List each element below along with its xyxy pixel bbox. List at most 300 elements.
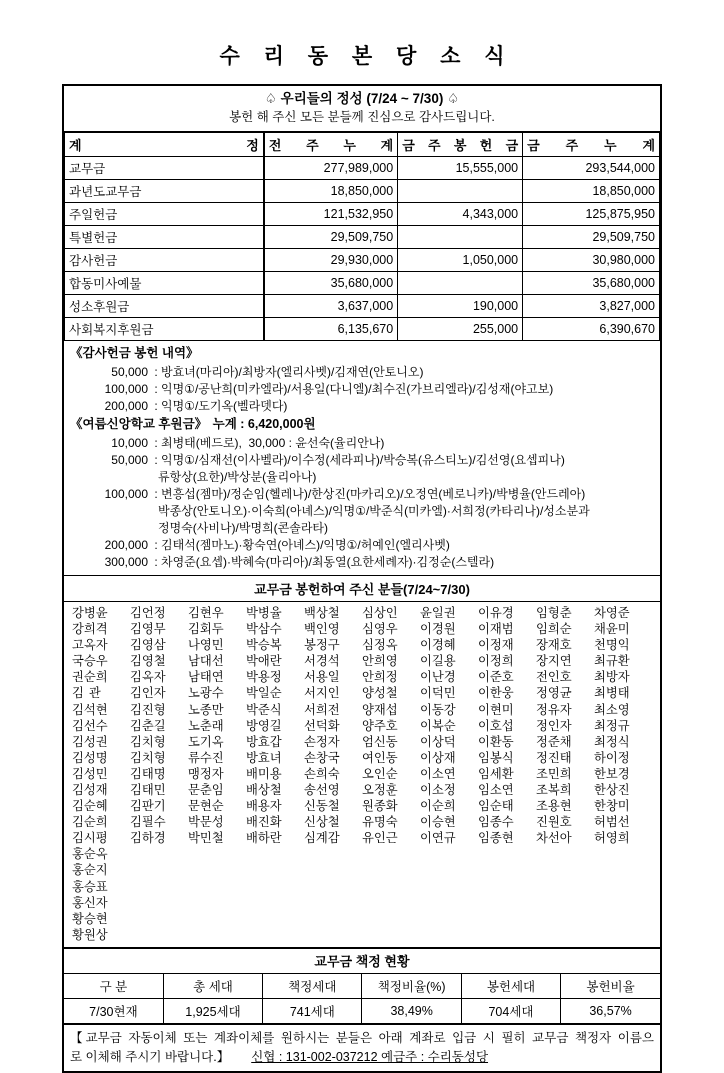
donor-name: 하이정 <box>594 750 630 765</box>
donor-name: 이재범 <box>478 622 514 637</box>
offering-donor-names <box>161 554 654 571</box>
donor-name: 김치형 <box>130 734 166 749</box>
donor-name: 강희격 <box>72 622 108 637</box>
donor-name: 남태연 <box>188 670 224 685</box>
finance-header-char: 봉 <box>453 138 467 154</box>
offering-donor-text: 익명①/심재선(이사벨라)/이수정(세라피나)/박승복(유스티노)/김선영(요셉피나) <box>161 452 565 467</box>
finance-cell-account: 성소후원금 <box>65 295 264 318</box>
donor-name: 이순희 <box>420 799 456 814</box>
donor-name: 문춘임 <box>188 782 224 797</box>
finance-header-char: 금 <box>505 138 519 154</box>
budget-status-cell: 36,57% <box>561 998 660 1023</box>
donor-name: 백인영 <box>304 622 340 637</box>
donor-name: 국승우 <box>72 654 108 669</box>
offering-colon: : <box>154 398 158 413</box>
donor-name: 임세환 <box>478 766 514 781</box>
finance-cell-this-week: 15,555,000 <box>398 157 523 180</box>
bank-notice <box>64 1024 660 1072</box>
offering-amount: 50,000 <box>111 452 148 467</box>
donor-name: 이경원 <box>420 622 456 637</box>
finance-header-char: 주 <box>428 138 441 154</box>
finance-table-row <box>65 226 660 249</box>
donor-name: 박용정 <box>246 670 282 685</box>
thanks-offering-list <box>70 364 654 415</box>
donor-name: 나영민 <box>188 638 224 653</box>
donor-name: 박일순 <box>246 686 282 701</box>
donor-name: 김시평 <box>72 831 108 846</box>
donor-name: 이길용 <box>420 654 456 669</box>
finance-table-row <box>65 203 660 226</box>
donor-name: 조민희 <box>536 766 572 781</box>
finance-cell-prev-total: 29,509,750 <box>264 226 398 249</box>
donor-name: 김순희 <box>72 815 108 830</box>
donor-name: 안희영 <box>362 654 398 669</box>
finance-header-cum-total <box>523 133 660 157</box>
summer-school-entry-continuation: 류항상(요한)/박상분(율리아나) <box>158 469 317 484</box>
donor-name: 김회두 <box>188 622 224 637</box>
finance-cell-this-week <box>398 226 523 249</box>
donor-name: 서용일 <box>304 670 340 685</box>
finance-table-row <box>65 180 660 203</box>
offering-amount: 100,000 <box>104 381 148 396</box>
thanks-offering-entry <box>70 364 654 381</box>
summer-school-entry <box>70 435 654 452</box>
donor-name: 김영무 <box>130 622 166 637</box>
budget-status-cell: 741세대 <box>263 998 362 1023</box>
donor-name: 장재호 <box>536 638 572 653</box>
bank-notice-line2: 로 이체해 주시기 바랍니다.】 <box>70 1049 230 1064</box>
offering-amount: 10,000 <box>111 435 148 450</box>
donor-name: 배하란 <box>246 831 282 846</box>
summer-school-heading <box>70 415 654 435</box>
summer-school-entry-continuation: 박종상(안토니오)·이숙희(아녜스)/익명①/박준식(미카엘)·서희정(카타리나)/성소분과 <box>158 503 590 518</box>
donor-name: 선덕화 <box>304 718 340 733</box>
donor-name: 이상재 <box>420 750 456 765</box>
bulletin-frame <box>62 84 662 1073</box>
budget-status-heading: 교무금 책정 현황 <box>314 953 410 969</box>
donor-name: 서희전 <box>304 702 340 717</box>
donor-name: 최방자 <box>594 670 630 685</box>
donor-name: 김성재 <box>72 782 108 797</box>
donor-name: 김언정 <box>130 605 166 620</box>
thanks-offering-heading: 《감사헌금 봉헌 내역》 <box>70 346 199 361</box>
donor-name: 손정자 <box>304 734 340 749</box>
donor-name: 김성권 <box>72 734 108 749</box>
donor-name: 신동철 <box>304 799 340 814</box>
budget-status-header-cell: 책정세대 <box>263 973 362 998</box>
donor-name: 배상철 <box>246 782 282 797</box>
donors-section <box>64 602 660 949</box>
donor-name: 노종만 <box>188 702 224 717</box>
offering-donor-text: 변흥섭(젬마)/정순임(헬레나)/한상진(마카리오)/오정연(베로니카)/박병율(안드레아) <box>161 486 586 501</box>
donor-name: 임순태 <box>478 799 514 814</box>
donor-name: 임봉식 <box>478 750 514 765</box>
offering-extra-amount: 30,000 : 윤선숙(율리안나) <box>241 435 385 450</box>
finance-cell-cum-total: 30,980,000 <box>523 249 660 272</box>
donor-name: 김춘길 <box>130 718 166 733</box>
donor-name: 김판기 <box>130 799 166 814</box>
donor-name: 심상인 <box>362 605 398 620</box>
offering-donor-names <box>161 398 654 415</box>
offering-donor-names <box>161 435 654 452</box>
donor-name: 차선아 <box>536 831 572 846</box>
donors-column <box>536 605 594 846</box>
summer-school-title: 《여름신앙학교 후원금》 <box>70 416 208 431</box>
donor-name: 허범선 <box>594 815 630 830</box>
donor-name: 양성철 <box>362 686 398 701</box>
donor-name: 안희정 <box>362 670 398 685</box>
donor-name: 신상철 <box>304 815 340 830</box>
donor-name: 정인자 <box>536 718 572 733</box>
budget-status-header-cell: 책정비율(%) <box>362 973 461 998</box>
offering-donor-text: 최병태(베드로), <box>161 435 242 450</box>
budget-status-row <box>64 998 660 1023</box>
donor-name: 임희순 <box>536 622 572 637</box>
donor-name: 김관 <box>72 686 106 701</box>
donor-name: 봉정구 <box>304 638 340 653</box>
summer-school-total: 누계 : 6,420,000원 <box>212 416 316 431</box>
donor-name: 박민철 <box>188 831 224 846</box>
finance-cell-prev-total: 35,680,000 <box>264 272 398 295</box>
finance-cell-prev-total: 121,532,950 <box>264 203 398 226</box>
donor-name: 서경석 <box>304 654 340 669</box>
finance-header-char: 누 <box>343 138 356 154</box>
donor-name: 홍신자 <box>72 895 108 910</box>
bank-account-info: 신협 : 131-002-037212 예금주 : 수리동성당 <box>251 1049 489 1064</box>
donor-name: 고옥자 <box>72 638 108 653</box>
donor-name: 배용자 <box>246 799 282 814</box>
donor-name: 심정옥 <box>362 638 398 653</box>
finance-header-char: 주 <box>565 138 579 154</box>
finance-cell-account: 주일헌금 <box>65 203 264 226</box>
offering-colon: : <box>154 452 158 467</box>
donor-name: 이정희 <box>478 654 514 669</box>
donor-name: 배미용 <box>246 766 282 781</box>
offering-donor-names <box>161 452 654 469</box>
summer-school-entry <box>70 486 654 503</box>
finance-cell-account: 사회복지후원금 <box>65 318 264 341</box>
donor-name: 이준호 <box>478 670 514 685</box>
finance-cell-this-week: 255,000 <box>398 318 523 341</box>
donor-name: 김옥자 <box>130 670 166 685</box>
donor-name: 양재섭 <box>362 702 398 717</box>
thanks-offering-entry <box>70 381 654 398</box>
donor-name: 김태민 <box>130 782 166 797</box>
finance-cell-account: 교무금 <box>65 157 264 180</box>
donor-name: 이덕민 <box>420 686 456 701</box>
finance-header-char: 계 <box>69 138 82 154</box>
donor-name: 임종현 <box>478 831 514 846</box>
finance-cell-this-week <box>398 180 523 203</box>
donor-name: 이소정 <box>420 782 456 797</box>
finance-cell-prev-total: 3,637,000 <box>264 295 398 318</box>
summer-school-entry <box>70 537 654 554</box>
offering-amount: 300,000 <box>104 554 148 569</box>
offering-donor-names <box>161 381 654 398</box>
donor-name: 허영희 <box>594 831 630 846</box>
donor-name: 박준식 <box>246 702 282 717</box>
donor-name: 이경혜 <box>420 638 456 653</box>
donor-name: 원종화 <box>362 799 398 814</box>
donor-name: 김석현 <box>72 702 108 717</box>
donor-name: 박병율 <box>246 605 282 620</box>
finance-cell-cum-total: 35,680,000 <box>523 272 660 295</box>
offering-donor-text: 김태석(젬마노)·황숙연(아녜스)/익명①/허예인(엘리사벳) <box>161 537 450 552</box>
donor-name: 최병태 <box>594 686 630 701</box>
donor-name: 김순혜 <box>72 799 108 814</box>
donor-name: 여인동 <box>362 750 398 765</box>
thanks-offering-entry <box>70 398 654 415</box>
donor-name: 박애란 <box>246 654 282 669</box>
donor-name: 오정훈 <box>362 782 398 797</box>
finance-header-char: 주 <box>306 138 319 154</box>
finance-header-char: 누 <box>604 138 617 154</box>
finance-cell-cum-total: 293,544,000 <box>523 157 660 180</box>
donor-name: 최정식 <box>594 734 630 749</box>
donor-name: 박승복 <box>246 638 282 653</box>
offering-band-heading: ♤ 우리들의 정성 (7/24 ~ 7/30) ♤ <box>264 91 460 106</box>
donor-name: 배진화 <box>246 815 282 830</box>
donor-name: 최소영 <box>594 702 630 717</box>
donor-name: 최규환 <box>594 654 630 669</box>
finance-header-char: 정 <box>246 138 259 154</box>
donor-name: 진원호 <box>536 815 572 830</box>
donor-name: 맹정자 <box>188 766 224 781</box>
donor-name: 채윤미 <box>594 622 630 637</box>
donor-name: 홍순옥 <box>72 847 108 862</box>
summer-school-list <box>70 435 654 571</box>
donor-name: 도기옥 <box>188 734 224 749</box>
donor-name: 이소연 <box>420 766 456 781</box>
donor-name: 김성명 <box>72 750 108 765</box>
donor-name: 이정재 <box>478 638 514 653</box>
donors-column <box>72 846 130 943</box>
budget-status-cell: 1,925세대 <box>163 998 262 1023</box>
donor-name: 이현미 <box>478 702 514 717</box>
finance-cell-prev-total: 18,850,000 <box>264 180 398 203</box>
offering-colon: : <box>154 537 158 552</box>
finance-cell-prev-total: 29,930,000 <box>264 249 398 272</box>
budget-status-cell: 704세대 <box>461 998 560 1023</box>
donors-column <box>188 605 246 846</box>
donor-name: 김하경 <box>130 831 166 846</box>
finance-table <box>64 132 660 341</box>
donor-name: 김영삼 <box>130 638 166 653</box>
summer-school-entry-continuation: 정명숙(사비나)/박명희(콘솔라타) <box>158 520 329 535</box>
donor-name: 김현우 <box>188 605 224 620</box>
offering-amount: 200,000 <box>104 537 148 552</box>
finance-cell-cum-total: 3,827,000 <box>523 295 660 318</box>
donor-name: 정준채 <box>536 734 572 749</box>
donor-name: 이난경 <box>420 670 456 685</box>
finance-cell-cum-total: 18,850,000 <box>523 180 660 203</box>
donor-name: 한보경 <box>594 766 630 781</box>
donors-column <box>130 605 188 846</box>
donor-name: 정영균 <box>536 686 572 701</box>
offering-donor-text: 방효녀(마리아)/최방자(엘리사벳)/김재연(안토니오) <box>161 364 424 379</box>
donor-name: 홍승표 <box>72 879 108 894</box>
donors-heading: 교무금 봉헌하여 주신 분들(7/24~7/30) <box>64 576 660 602</box>
finance-header-char: 계 <box>642 138 655 154</box>
donor-name: 노춘래 <box>188 718 224 733</box>
donor-name: 천명익 <box>594 638 630 653</box>
donor-name: 박문성 <box>188 815 224 830</box>
finance-cell-account: 감사헌금 <box>65 249 264 272</box>
donor-name: 이승현 <box>420 815 456 830</box>
finance-table-row <box>65 272 660 295</box>
finance-cell-prev-total: 277,989,000 <box>264 157 398 180</box>
donor-name: 엄신동 <box>362 734 398 749</box>
donor-name: 오인순 <box>362 766 398 781</box>
donor-name: 백상철 <box>304 605 340 620</box>
offering-colon: : <box>154 364 158 379</box>
finance-table-row <box>65 157 660 180</box>
donors-grid <box>72 605 652 943</box>
bank-notice-line1: 【교무금 자동이체 또는 계좌이체를 원하시는 분들은 아래 계좌로 입금 시 필히 교무금 책정자 이름으 <box>70 1030 654 1045</box>
offering-donor-names <box>161 364 654 381</box>
finance-header-this-week <box>398 133 523 157</box>
donor-name: 강병윤 <box>72 605 108 620</box>
page-title: 수 리 동 본 당 소 식 <box>219 45 514 68</box>
donors-column <box>304 605 362 846</box>
donor-name: 이호섭 <box>478 718 514 733</box>
donors-column <box>362 605 420 846</box>
donor-name: 조복희 <box>536 782 572 797</box>
donor-name: 방영길 <box>246 718 282 733</box>
donor-name: 홍순지 <box>72 863 108 878</box>
donor-name: 이복순 <box>420 718 456 733</box>
donor-name: 한상진 <box>594 782 630 797</box>
offering-band <box>64 86 660 132</box>
donor-name: 황승현 <box>72 911 108 926</box>
finance-cell-account: 과년도교무금 <box>65 180 264 203</box>
donor-name: 류수진 <box>188 750 224 765</box>
donor-name: 한창미 <box>594 799 630 814</box>
donor-name: 김선수 <box>72 718 108 733</box>
donor-name: 송선영 <box>304 782 340 797</box>
finance-cell-this-week: 190,000 <box>398 295 523 318</box>
donor-name: 손희숙 <box>304 766 340 781</box>
summer-school-entry <box>70 554 654 571</box>
donor-name: 임소연 <box>478 782 514 797</box>
donor-name: 노광수 <box>188 686 224 701</box>
donor-name: 남대선 <box>188 654 224 669</box>
finance-header-prev-total <box>264 133 398 157</box>
budget-status-cell: 38,49% <box>362 998 461 1023</box>
donor-name: 심영우 <box>362 622 398 637</box>
budget-status-cell: 7/30현재 <box>64 998 163 1023</box>
donor-name: 방효녀 <box>246 750 282 765</box>
budget-status-header-cell: 봉헌비율 <box>561 973 660 998</box>
budget-status-header-cell: 구 분 <box>64 973 163 998</box>
donor-name: 임종수 <box>478 815 514 830</box>
donor-name: 이환동 <box>478 734 514 749</box>
offering-amount: 200,000 <box>104 398 148 413</box>
finance-table-row <box>65 249 660 272</box>
finance-cell-cum-total: 6,390,670 <box>523 318 660 341</box>
finance-header-char: 전 <box>268 138 282 154</box>
offering-colon: : <box>154 381 158 396</box>
offering-colon: : <box>154 486 158 501</box>
donor-name: 이유경 <box>478 605 514 620</box>
donor-name: 심계감 <box>304 831 340 846</box>
donor-name: 이연규 <box>420 831 456 846</box>
donor-name: 황원상 <box>72 927 108 942</box>
donor-name: 이동강 <box>420 702 456 717</box>
donor-name: 김영철 <box>130 654 166 669</box>
offering-donor-names <box>161 537 654 554</box>
finance-table-row <box>65 318 660 341</box>
donor-name: 김진형 <box>130 702 166 717</box>
donor-name: 장지연 <box>536 654 572 669</box>
budget-status-table <box>64 973 660 1024</box>
finance-cell-account: 특별헌금 <box>65 226 264 249</box>
donor-name: 이한웅 <box>478 686 514 701</box>
donor-name: 서지인 <box>304 686 340 701</box>
finance-cell-this-week: 1,050,000 <box>398 249 523 272</box>
donor-name: 권순희 <box>72 670 108 685</box>
donor-name: 김필수 <box>130 815 166 830</box>
finance-cell-this-week <box>398 272 523 295</box>
donor-name: 윤일권 <box>420 605 456 620</box>
finance-header-char: 금 <box>402 138 415 154</box>
donor-name: 정유자 <box>536 702 572 717</box>
donors-column <box>420 605 478 846</box>
donor-name: 김인자 <box>130 686 166 701</box>
donor-name: 김치형 <box>130 750 166 765</box>
donors-column <box>478 605 536 846</box>
donor-name: 문현순 <box>188 799 224 814</box>
donors-column <box>594 605 652 846</box>
donor-name: 손창국 <box>304 750 340 765</box>
donor-name: 조용현 <box>536 799 572 814</box>
donor-name: 유명숙 <box>362 815 398 830</box>
donor-name: 임형춘 <box>536 605 572 620</box>
finance-header-account <box>65 133 264 157</box>
budget-status-header-cell: 봉헌세대 <box>461 973 560 998</box>
donor-name: 전인호 <box>536 670 572 685</box>
donor-name: 차영준 <box>594 605 630 620</box>
offering-amount: 100,000 <box>104 486 148 501</box>
donors-column <box>72 605 130 846</box>
donor-name: 박삼수 <box>246 622 282 637</box>
finance-cell-this-week: 4,343,000 <box>398 203 523 226</box>
offering-band-subheading: 봉헌 해 주신 모든 분들께 진심으로 감사드립니다. <box>229 110 495 125</box>
donor-name: 최정규 <box>594 718 630 733</box>
offering-colon: : <box>154 554 158 569</box>
offering-donor-text: 차영준(요셉)·박혜숙(마리아)/최동열(요한세례자)·김정순(스텔라) <box>161 554 495 569</box>
donors-column <box>246 605 304 846</box>
finance-header-char: 금 <box>527 138 540 154</box>
offering-donor-names <box>161 486 654 503</box>
budget-status-header-row <box>64 973 660 998</box>
finance-cell-account: 합동미사예물 <box>65 272 264 295</box>
donor-name: 김성민 <box>72 766 108 781</box>
offering-donor-text: 익명①/도기옥(벨라뎃다) <box>161 398 288 413</box>
donor-name: 김태명 <box>130 766 166 781</box>
budget-status-header-cell: 총 세대 <box>163 973 262 998</box>
offering-details <box>64 341 660 576</box>
finance-cell-cum-total: 125,875,950 <box>523 203 660 226</box>
donor-name: 유인근 <box>362 831 398 846</box>
offering-amount: 50,000 <box>111 364 148 379</box>
donor-name: 이상덕 <box>420 734 456 749</box>
donor-name: 정진태 <box>536 750 572 765</box>
offering-donor-text: 익명①/공난희(미카엘라)/서용일(다니엘)/최수진(가브리엘라)/김성재(야고보) <box>161 381 554 396</box>
finance-table-header-row <box>65 133 660 157</box>
offering-colon: : <box>154 435 158 450</box>
finance-header-char: 헌 <box>479 138 493 154</box>
